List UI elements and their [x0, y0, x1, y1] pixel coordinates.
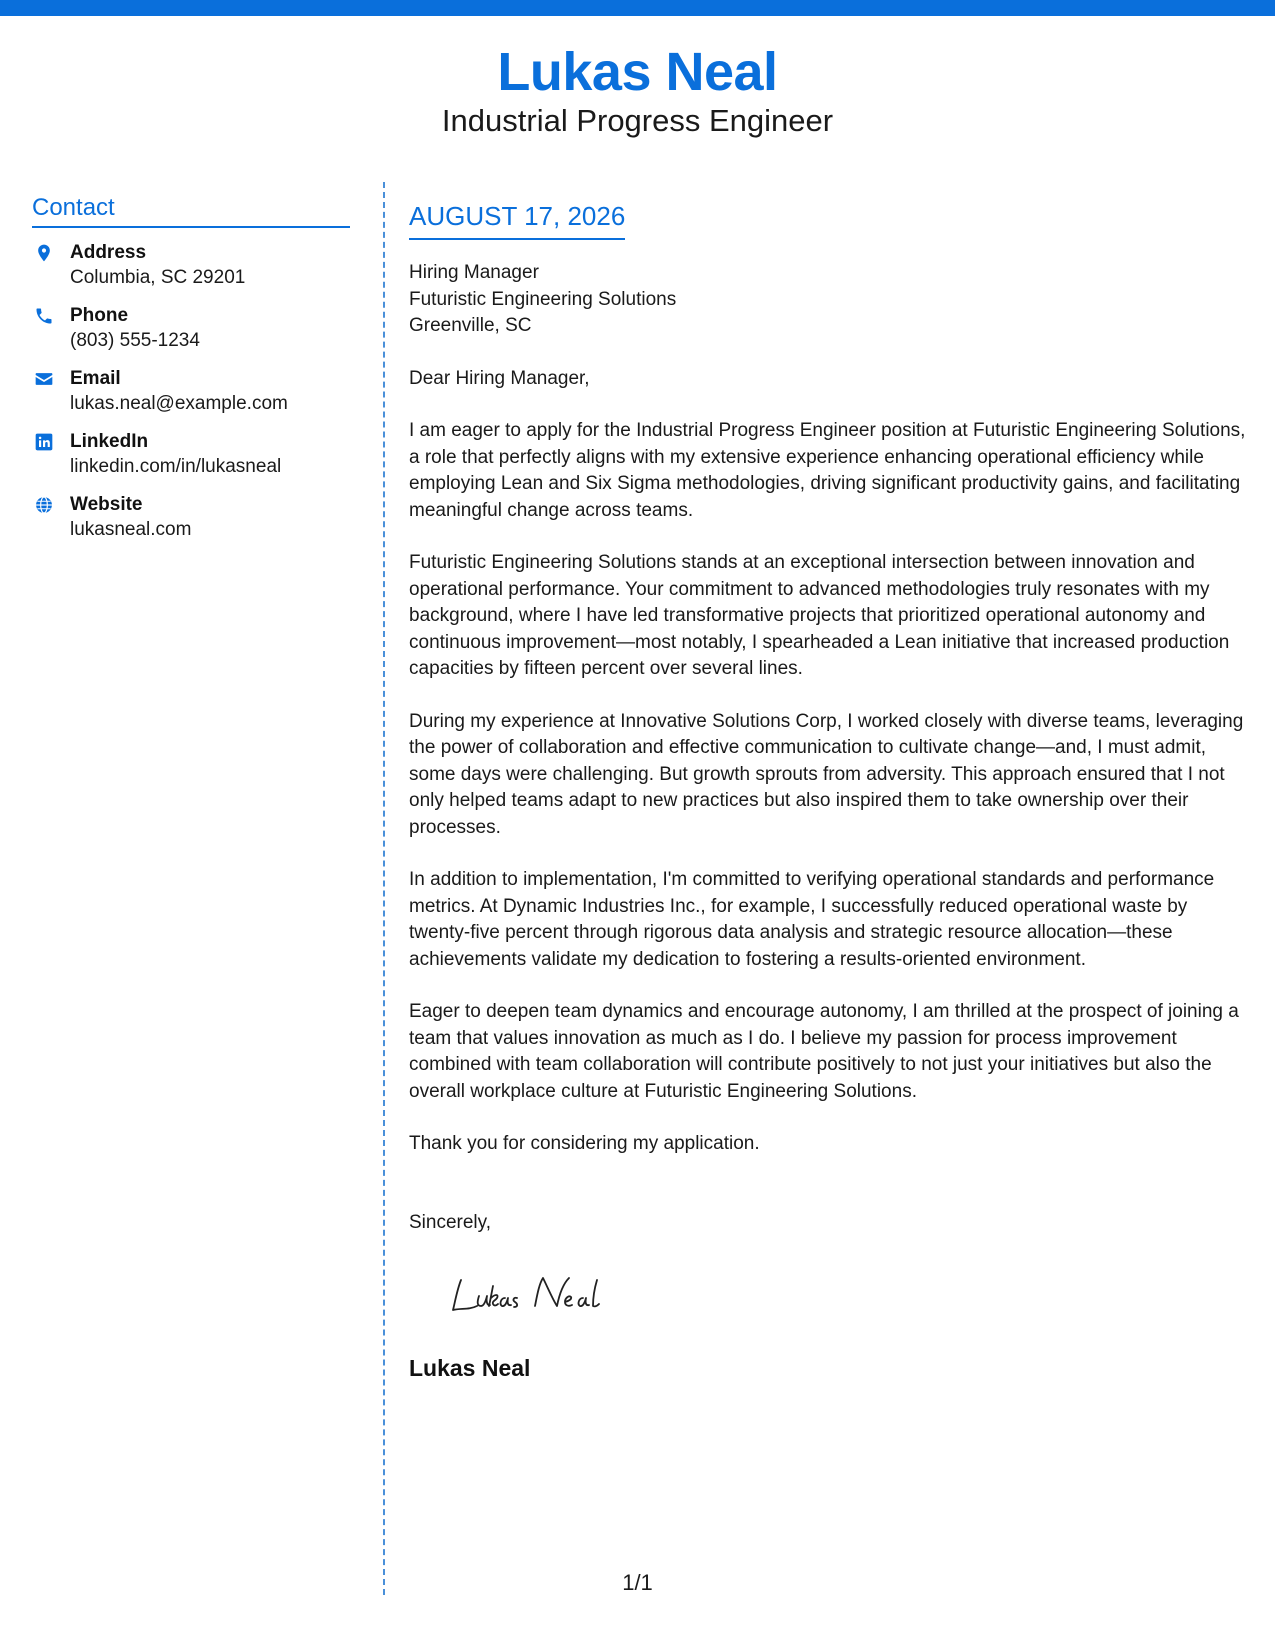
body-paragraph: In addition to implementation, I'm committed to verifying operational standards and performance metrics. At Dynamic Industries Inc., for example, I successfully reduced operational waste by twenty-five percent through rigorous data analysis and strategic resource allocation—these achievements validate my dedication to fostering a results-oriented environment.: [409, 869, 1215, 970]
contact-item-website: [32, 492, 350, 555]
map-pin-icon: [34, 243, 54, 263]
recipient-line: Greenville, SC: [409, 315, 532, 336]
letter-date: AUGUST 17, 2026: [409, 200, 625, 240]
recipient-line: Futuristic Engineering Solutions: [409, 288, 677, 310]
closing: Sincerely,: [409, 1211, 492, 1233]
contact-value-phone: (803) 555-1234: [70, 330, 200, 351]
body-paragraph: I am eager to apply for the Industrial Progress Engineer position at Futuristic Engineering Solutions, a role that perfectly aligns with my extensive experience enhancing operational efficiency while employing Lean and Six Sigma methodologies, driving significant productivity gains, and facilitating meaningful change across teams.: [409, 420, 1246, 521]
phone-icon: [34, 306, 54, 326]
salutation: Dear Hiring Manager,: [409, 367, 590, 389]
body-paragraph: Thank you for considering my application.: [409, 1133, 760, 1154]
applicant-name: Lukas Neal: [497, 42, 778, 102]
job-title: Industrial Progress Engineer: [441, 103, 834, 138]
contact-list: [32, 240, 350, 555]
handwritten-signature: [447, 1266, 647, 1326]
contact-label-website: Website: [70, 494, 143, 515]
contact-item-email: [32, 366, 350, 429]
body-paragraph: Futuristic Engineering Solutions stands at an exceptional intersection between innovation and operational performance. Your commitment to advanced methodologies truly resonates with my background, where I have led transformative projects that prioritized operational autonomy and continuous improvement—most notably, I spearheaded a Lean initiative that increased production capacities by fifteen percent over several lines.: [409, 552, 1230, 679]
column-divider: [383, 182, 385, 1595]
contact-sidebar: [32, 194, 350, 555]
contact-label-email: Email: [70, 368, 121, 389]
contact-item-linkedin: [32, 429, 350, 492]
contact-value-email: lukas.neal@example.com: [70, 393, 288, 414]
envelope-icon: [34, 369, 54, 389]
contact-value-website: lukasneal.com: [70, 519, 192, 540]
page-number: 1/1: [622, 1570, 653, 1595]
contact-label-phone: Phone: [70, 305, 129, 326]
top-accent-bar: [0, 0, 1275, 16]
contact-value-address: Columbia, SC 29201: [70, 267, 246, 288]
contact-label-address: Address: [70, 242, 147, 263]
linkedin-icon: [34, 432, 54, 452]
header: [0, 40, 1275, 140]
contact-item-address: [32, 240, 350, 303]
letter-body: [409, 200, 1249, 1383]
contact-heading: Contact: [32, 194, 350, 228]
body-paragraph: Eager to deepen team dynamics and encourage autonomy, I am thrilled at the prospect of joining a team that values innovation as much as I do. I believe my passion for process improvement combined with team collaboration will contribute positively to not just your initiatives but also the overall workplace culture at Futuristic Engineering Solutions.: [409, 1001, 1239, 1102]
contact-item-phone: [32, 303, 350, 366]
contact-value-linkedin: linkedin.com/in/lukasneal: [70, 456, 282, 477]
contact-label-linkedin: LinkedIn: [70, 431, 149, 452]
recipient-block: [409, 260, 1249, 340]
recipient-line: Hiring Manager: [409, 262, 539, 283]
body-paragraph: During my experience at Innovative Solutions Corp, I worked closely with diverse teams, leveraging the power of collaboration and effective communication to cultivate change—and, I must admit, some days were challenging. But growth sprouts from adversity. This approach ensured that I not only helped teams adapt to new practices but also inspired them to take ownership over their processes.: [409, 710, 1244, 838]
signer-name: Lukas Neal: [409, 1355, 531, 1381]
globe-icon: [34, 495, 54, 515]
